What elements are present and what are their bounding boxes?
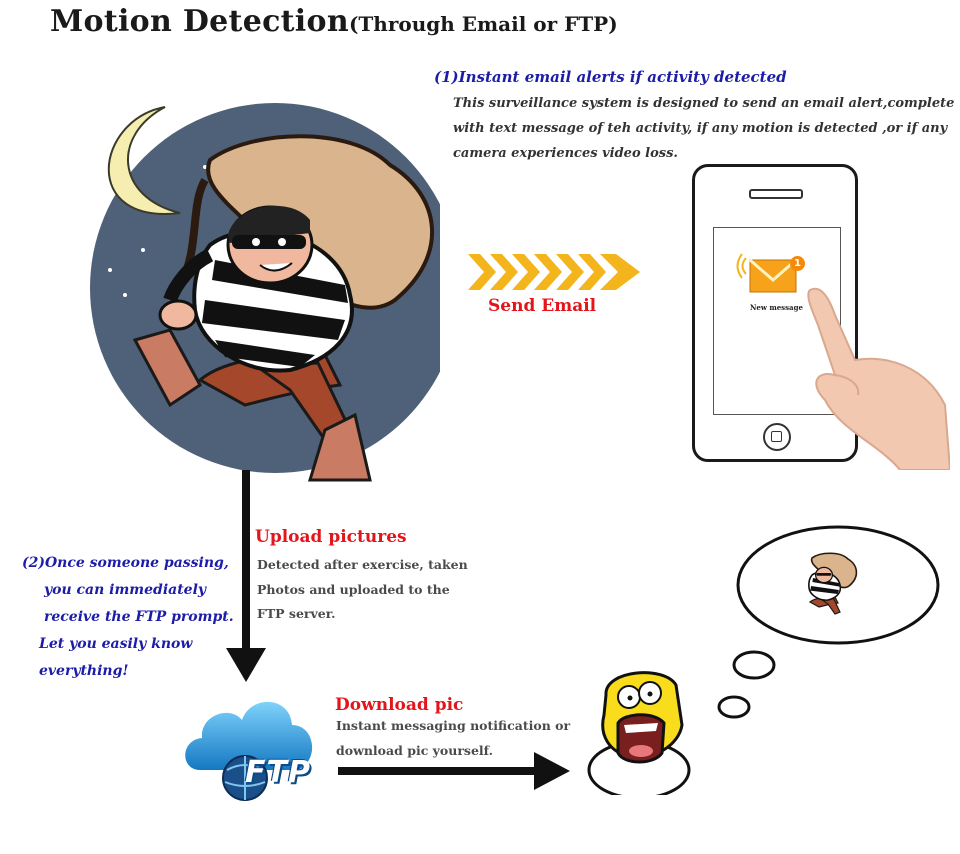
ftp-line: Let you easily know	[39, 636, 193, 652]
ftp-label: FTP	[245, 755, 311, 790]
upload-heading: Upload pictures	[255, 527, 407, 547]
ftp-cloud-icon	[180, 690, 320, 810]
right-arrow-shaft	[338, 767, 538, 775]
download-line: download pic yourself.	[336, 742, 493, 758]
email-description	[453, 91, 953, 166]
ftp-line: you can immediately	[44, 582, 207, 598]
download-heading: Download pic	[335, 695, 464, 715]
screaming-user-icon	[584, 665, 699, 795]
thought-bubble	[712, 525, 942, 725]
email-line: This surveillance system is designed to send an email alert,complete	[453, 96, 955, 111]
email-line: camera experiences video loss.	[453, 146, 678, 161]
ftp-line: receive the FTP prompt.	[44, 609, 234, 625]
email-heading: (1)Instant email alerts if activity detected	[434, 68, 787, 86]
title-sub: (Through Email or FTP)	[348, 12, 618, 36]
ftp-line: everything!	[39, 663, 129, 679]
download-line: Instant messaging notification or	[336, 718, 571, 733]
hand-icon	[800, 285, 950, 470]
right-arrow-icon	[534, 752, 570, 790]
send-email-arrow-icon	[468, 254, 644, 290]
ftp-description	[22, 550, 234, 685]
down-arrow-shaft	[242, 470, 250, 653]
email-line: with text message of teh activity, if any motion is detected ,or if any	[453, 121, 948, 136]
send-email-label: Send Email	[488, 296, 597, 316]
burglar-illustration	[60, 85, 440, 485]
phone-speaker	[749, 189, 803, 199]
home-button[interactable]	[763, 423, 791, 451]
notification-badge: 1	[790, 256, 805, 271]
upload-line: FTP server.	[257, 606, 336, 621]
upload-line: Detected after exercise, taken	[257, 557, 468, 572]
upload-line: Photos and uploaded to the	[257, 581, 450, 597]
upload-description	[257, 553, 468, 627]
page-title	[50, 4, 618, 39]
title-main: Motion Detection	[50, 4, 349, 39]
ftp-line: (2)Once someone passing,	[22, 555, 229, 571]
phone-caption: New message	[750, 303, 803, 312]
